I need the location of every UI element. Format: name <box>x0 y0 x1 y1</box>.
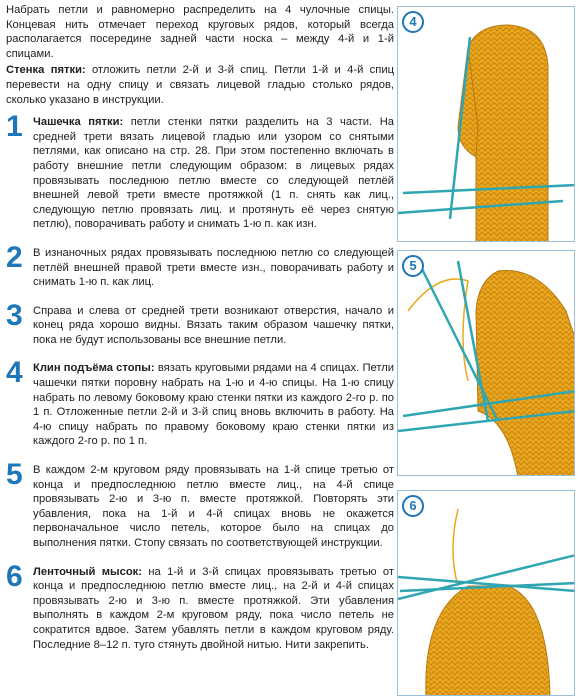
heel-wall-paragraph <box>6 63 394 107</box>
step-text: В каждом 2-м круговом ряду провязывать на 1-й спице третью от конца и предпоследнюю петлю вместе лиц., на 4-й спице провязывать 2-ю и 3-ю п. вместе протяжкой. Повторять эти убавления, пока на 1-й и 4-й спицах вновь не окажется первоначальное число петель, которое было на спицах до выполнения пятки. Стопу связать по соответствующей инструкции. <box>33 464 394 549</box>
gusset-drawing <box>398 251 575 476</box>
step-text: петли стенки пятки разделить на 3 части. На средней трети вязать лицевой гладью или узором со снятыми петлями, как описано на стр. 28. При этом постепенно включать в работу внешние петли следующим образом: в лицевых рядах провязывать последнюю петлю вместе со следующей петлёй внешней левой трети вместе протяжкой (1 п. снять как лиц., следующую петлю провязать лиц. и протянуть её через снятую петлю), поворачивать работу и снимать 1-ю п. как изн. <box>33 116 394 231</box>
step-3 <box>6 298 394 348</box>
step-4 <box>6 356 394 449</box>
step-text: В изнаночных рядах провязывать последнюю петлю со следующей петлёй внешней правой трети вместе изн., поворачивать работу и снимать 1-ю п. как лиц. <box>33 246 394 289</box>
step-number: 4 <box>6 356 23 390</box>
step-number: 1 <box>6 110 23 144</box>
intro-text: Набрать петли и равномерно распределить на 4 чулочные спицы. Концевая нить отмечает переход круговых рядов, который всегда располагается посередине задней части носка – между 4-й и 1-й спицами. <box>6 4 394 60</box>
intro-paragraph <box>6 3 394 61</box>
toe-drawing <box>398 491 575 696</box>
step-title: Клин подъёма стопы: <box>33 362 155 375</box>
instructions-column <box>6 3 394 652</box>
step-number: 6 <box>6 559 23 593</box>
heel-wall-text: отложить петли 2-й и 3-й спиц. Петли 1-й и 4-й спиц перевести на одну спицу и связать лицевой гладью столько рядов, сколько указано в инструкции. <box>6 64 394 106</box>
step-title: Ленточный мысок: <box>33 565 142 578</box>
illustration-5 <box>397 250 575 476</box>
illustration-4 <box>397 6 575 242</box>
step-number: 2 <box>6 240 23 274</box>
heel-cup-drawing <box>398 7 575 242</box>
step-2 <box>6 240 394 290</box>
step-text: вязать круговыми рядами на 4 спицах. Петли чашечки пятки поровну набрать на 1-ю и 4-ю спицы. На 1-ю спицу набрать по левому боковому краю стенки пятки из каждого 2-го р. по 1 п. Отложенные петли 2-й и 3-й спиц вновь включить в работу. На 4-ю спицу набрать по правому боковому краю стенки пятки из каждого 2-го р. по 1 п. <box>33 362 394 448</box>
illustration-badge: 4 <box>402 11 424 33</box>
illustration-badge: 5 <box>402 255 424 277</box>
step-1 <box>6 110 394 232</box>
heel-wall-title: Стенка пятки: <box>6 64 86 77</box>
step-5 <box>6 458 394 551</box>
step-number: 3 <box>6 298 23 332</box>
step-number: 5 <box>6 458 23 492</box>
illustration-badge: 6 <box>402 495 424 517</box>
step-6 <box>6 559 395 653</box>
illustration-6 <box>397 490 575 696</box>
step-text: Справа и слева от средней трети возникают отверстия, начало и конец ряда хорошо видны. Вязать таким образом чашечку пятки, пока не будут использованы все внешние петли. <box>33 304 394 346</box>
step-text: на 1-й и 3-й спицах провязывать третью от конца и предпоследнюю петлю вместе лиц., на 2-й и 4-й спицах провязывать 2-ю и 3-ю п. вместе протяжкой. Эти убавления выполнять в каждом 2-м круговом ряду, пока число петель не сократится вдвое. Затем убавлять петли в каждом круговом ряду. Последние 8–12 п. туго стянуть двойной нитью. Нити закрепить. <box>33 565 395 651</box>
step-title: Чашечка пятки: <box>33 116 124 129</box>
